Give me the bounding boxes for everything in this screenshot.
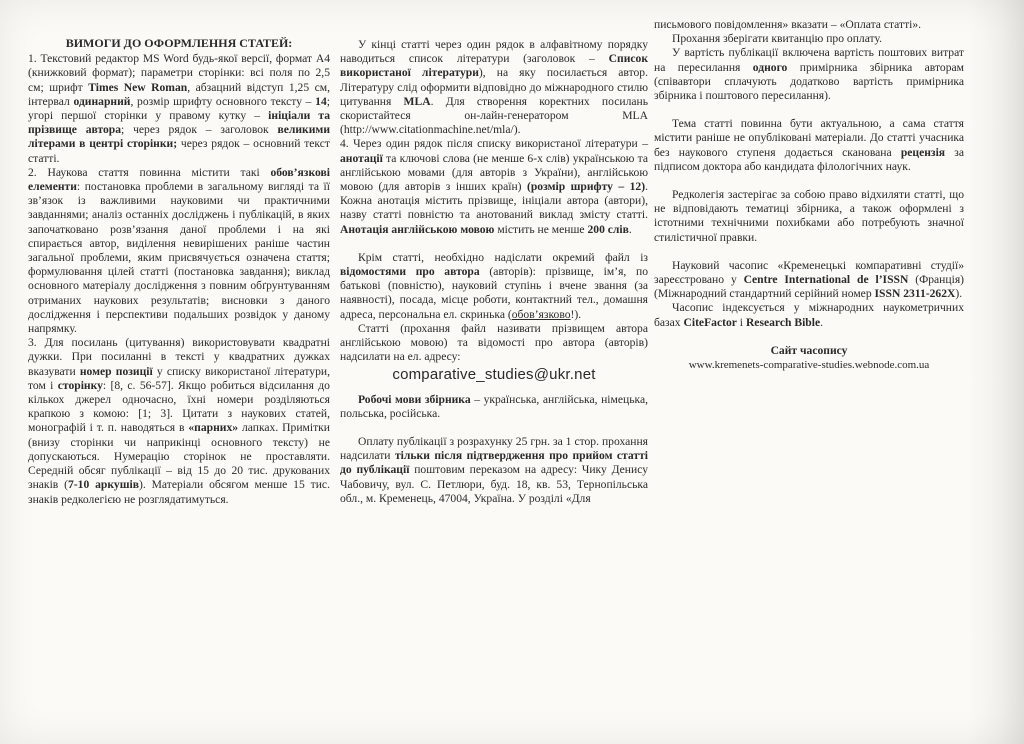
references-paragraph: У кінці статті через один рядок в алфавітному порядку наводиться список літератури (заголовок – Список використаної літератури), на яку посилається автор. Літературу слід оформити відповідно до міжнародного стилю цитування MLA. Для створення коректних посилань скористайтеся он-лайн-генератором MLA (http://www.citationmachine.net/mla/). xyxy=(340,38,649,137)
column-3 xyxy=(654,18,964,372)
requirements-title: ВИМОГИ ДО ОФОРМЛЕННЯ СТАТЕЙ: xyxy=(65,36,293,50)
requirement-item-1: 1. Текстовий редактор MS Word будь-якої версії, формат А4 (книжковий формат); параметри сторінки: всі поля по 2,5 см; шрифт Times New Roman, абзацний відступ 1,25 см, інтервал одинарний, розмір шрифту основного тексту – 14; угорі першої сторінки у правому кутку – ініціали та прізвище автора; через рядок – заголовок великими літерами в центрі сторінки; через рядок – основний текст статті. xyxy=(28,52,331,165)
abstract-paragraph: 4. Через один рядок після списку використаної літератури – анотації та ключові слова (не менше 6-х слів) українською та англійською мовами (для авторів з України), англійською мовою (для авторів з інших країн) (розмір шрифту – 12). Кожна анотація містить прізвище, ініціали автора (автори), назву статті повністю та анотований виклад змісту статті. Анотація англійською мовою містить не менше 200 слів. xyxy=(340,137,648,236)
editorial-paragraph: Редколегія застерігає за собою право відхиляти статті, що не відповідають тематиці збірника, а також оформлені з істотними технічними похибками або потребують значної стилістичної правки. xyxy=(654,188,964,244)
site-url-link[interactable]: www.kremenets-comparative-studies.webnode.com.ua xyxy=(688,359,930,372)
contact-email[interactable]: comparative_studies@ukr.net xyxy=(392,366,596,384)
author-info-paragraph: Крім статті, необхідно надіслати окремий файл із відомостями про автора (авторів): прізвище, ім’я, по батькові (повністю), науковий ступінь і вчене звання (за наявності), посада, місце роботи, контактний тел., домашня адреса, персональна ел. скринька (обов’язково!). xyxy=(340,250,648,321)
payment-note-paragraph: письмового повідомлення» вказати – «Оплата статті». xyxy=(654,18,922,31)
registration-paragraph: Науковий часопис «Кременецькі компаративні студії» зареєстровано у Centre International de l’ISSN (Франція) (Міжнародний стандартний серійний номер ISSN 2311-262X). xyxy=(654,258,965,301)
site-title: Сайт часопису xyxy=(770,343,848,357)
payment-paragraph: Оплату публікації з розрахунку 25 грн. за 1 стор. прохання надсилати тільки після підтвердження про прийом статті до публікації поштовим переказом на адресу: Чику Денису Чабовичу, вул. С. Петлюри, буд. 18, кв. 53, Тернопільська обл., м. Кременець, 47004, Україна. У розділі «Для xyxy=(340,435,649,505)
receipt-paragraph: Прохання зберігати квитанцію про оплату. xyxy=(672,32,882,46)
languages-paragraph: Робочі мови збірника – українська, англійська, німецька, польська, російська. xyxy=(340,392,648,420)
submission-paragraph: Статті (прохання файл називати прізвищем автора англійською мовою) та відомості про автора (авторів) надсилати на ел. адресу: xyxy=(340,321,648,364)
requirement-item-2: 2. Наукова стаття повинна містити такі обов’язкові елементи: постановка проблеми в загальному вигляді та її зв’язок із важливими науковими чи практичними завданнями; аналіз останніх досліджень і публікацій, в яких започатковано розв’язання даної проблеми і на які спирається автор, виділення невирішених раніше частин загальної проблеми, яким присвячується означена стаття; формулювання цілей статті (постановка завдання); виклад основного матеріалу дослідження з повним обґрунтуванням отриманих наукових результатів; висновки з даного дослідження і перспективи подальших розвідок у даному напрямку. xyxy=(28,165,330,336)
indexing-paragraph: Часопис індексується у міжнародних наукометричних базах CiteFactor і Research Bible. xyxy=(654,301,964,329)
cost-paragraph: У вартість публікації включена вартість поштових витрат на пересилання одного примірника збірника авторам (співавтори сплачують додатково вартість примірника збірника і поштового пересилання). xyxy=(654,46,964,103)
column-2 xyxy=(340,38,648,506)
requirement-item-3: 3. Для посилань (цитування) використовувати квадратні дужки. При посиланні в тексті у квадратних дужках вказувати номер позиції у списку використаної літератури, том і сторінку: [8, с. 56-57]. Якщо робиться відсилання до кількох джерел одночасно, їхні номери розділяються крапкою з комою: [1; 3]. Цитати з наукових статей, монографій і т. п. наводяться в «парних» лапках. Примітки (внизу сторінки чи наприкінці основного тексту) не допускаються. Нумерацію сторінок не проставляти. Середній обсяг публікації – від 15 до 20 тис. друкованих знаків (7-10 аркушів). Матеріали обсягом менше 15 тис. знаків редколегією не розглядатимуться. xyxy=(28,336,330,506)
topic-paragraph: Тема статті повинна бути актуальною, а сама стаття містити раніше не опубліковані матеріали. До статті учасника без наукового ступеня додається сканована рецензія за підписом доктора або кандидата філологічних наук. xyxy=(654,117,964,173)
scan-edge-shadow xyxy=(968,0,1024,744)
column-1 xyxy=(28,36,330,507)
